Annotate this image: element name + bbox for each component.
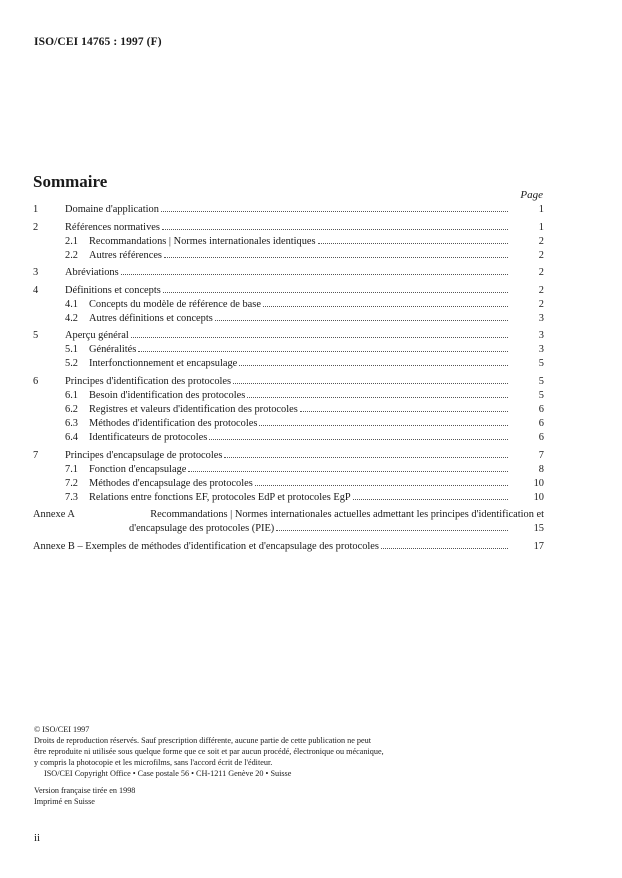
toc-entry-label: Définitions et concepts xyxy=(65,284,161,296)
toc-title: Sommaire xyxy=(33,172,108,191)
toc-subentry xyxy=(33,389,544,403)
toc-subentry xyxy=(33,343,544,357)
printed-in: Imprimé en Suisse xyxy=(34,797,95,806)
toc-entry-label: Registres et valeurs d'identification des protocoles xyxy=(89,403,298,415)
toc-entry-page: 10 xyxy=(533,491,544,503)
toc-annex-b xyxy=(33,540,544,554)
toc-entry-number: 6.4 xyxy=(65,431,78,443)
toc-entry-label: Concepts du modèle de référence de base xyxy=(89,298,261,310)
toc-entry-number: 2 xyxy=(33,221,39,233)
toc-subentry xyxy=(33,431,544,445)
toc-entry-number: 6.3 xyxy=(65,417,78,429)
toc-entry-number: 6 xyxy=(33,375,39,387)
page-column-heading: Page xyxy=(520,189,543,201)
toc-entry-number: 6.2 xyxy=(65,403,78,415)
copyright-office-address: ISO/CEI Copyright Office • Case postale 56 • CH-1211 Genève 20 • Suisse xyxy=(44,769,292,778)
annex-a-title-line1: Recommandations | Normes internationales actuelles admettant les principes d'identification et xyxy=(150,509,544,521)
toc-entry-label: Principes d'identification des protocoles xyxy=(65,375,232,387)
toc-entry-page: 3 xyxy=(538,312,544,324)
toc-entry-number: 7.3 xyxy=(65,491,78,503)
toc-entry-label: Recommandations | Normes internationales identiques xyxy=(89,235,316,247)
toc-entry-label: Relations entre fonctions EF, protocoles EdP et protocoles EgP xyxy=(89,491,351,503)
dot-leader xyxy=(224,457,508,458)
toc-entry-page: 17 xyxy=(533,540,544,552)
toc-entry-label: Identificateurs de protocoles xyxy=(89,431,208,443)
toc-annex-a xyxy=(33,508,544,536)
annex-a-title-line2: d'encapsulage des protocoles (PIE) xyxy=(129,523,275,535)
toc-subentry xyxy=(33,357,544,371)
toc-entry-page: 5 xyxy=(538,389,544,401)
toc-subentry xyxy=(33,249,544,263)
toc-subentry xyxy=(33,463,544,477)
version-note: Version française tirée en 1998 xyxy=(34,786,136,795)
toc-entry-label: Besoin d'identification des protocoles xyxy=(89,389,246,401)
dot-leader xyxy=(255,485,508,486)
page-number: ii xyxy=(34,832,41,844)
dot-leader xyxy=(263,306,508,307)
rights-statement: Droits de reproduction réservés. Sauf prescription différente, aucune partie de cette publication ne peut être reproduite ni utilisée sous quelque forme que ce soit et par aucun procédé, électronique ou mécanique, y compris la photocopie et les microfilms, sans l'accord écrit de l'éditeur. xyxy=(34,736,384,767)
toc-entry-number: 4.2 xyxy=(65,312,78,324)
toc-entry-label: Aperçu général xyxy=(65,330,129,342)
toc-entry-label: Fonction d'encapsulage xyxy=(89,463,187,475)
toc-entry-page: 2 xyxy=(538,284,544,296)
toc-entry-label: Abréviations xyxy=(65,267,119,279)
dot-leader xyxy=(138,351,508,352)
toc-entry-page: 15 xyxy=(533,523,544,535)
toc-entry-number: 5.2 xyxy=(65,358,78,370)
dot-leader xyxy=(353,499,508,500)
toc-entry-page: 3 xyxy=(538,330,544,342)
toc-entry xyxy=(33,449,544,463)
toc-subentry xyxy=(33,403,544,417)
toc-subentry xyxy=(33,417,544,431)
annex-a-prefix: Annexe A xyxy=(33,509,75,521)
toc-subentry xyxy=(33,477,544,491)
toc-entry-number: 5 xyxy=(33,330,39,342)
toc-entry-page: 2 xyxy=(538,298,544,310)
toc-entry-label: Interfonctionnement et encapsulage xyxy=(89,358,238,370)
toc-entry-page: 6 xyxy=(538,403,544,415)
dot-leader xyxy=(247,397,508,398)
toc-entry-page: 1 xyxy=(538,204,544,215)
dot-leader xyxy=(121,274,508,275)
toc-entry-page: 3 xyxy=(538,344,544,356)
toc-entry xyxy=(33,203,544,217)
dot-leader xyxy=(239,365,508,366)
toc-entry-label: Autres définitions et concepts xyxy=(89,312,213,324)
dot-leader xyxy=(163,292,508,293)
toc-entry-number: 6.1 xyxy=(65,389,78,401)
dot-leader xyxy=(233,383,508,384)
dot-leader xyxy=(318,243,508,244)
toc-entry-label: Méthodes d'identification des protocoles xyxy=(89,417,258,429)
toc-entry xyxy=(33,375,544,389)
dot-leader xyxy=(209,439,508,440)
copyright-notice: © ISO/CEI 1997 xyxy=(34,725,90,734)
dot-leader xyxy=(215,320,508,321)
toc-entry-page: 5 xyxy=(538,375,544,387)
toc-entry-page: 5 xyxy=(538,358,544,370)
toc-entry-number: 5.1 xyxy=(65,344,78,356)
toc-entry-number: 4 xyxy=(33,284,39,296)
toc-subentry xyxy=(33,298,544,312)
toc-subentry xyxy=(33,491,544,505)
toc-entry-page: 6 xyxy=(538,417,544,429)
toc-entry-label: Méthodes d'encapsulage des protocoles xyxy=(89,477,253,489)
toc-entry-number: 4.1 xyxy=(65,298,78,310)
toc-entry-number: 7.1 xyxy=(65,463,78,475)
toc-entry-page: 2 xyxy=(538,235,544,247)
toc-entry-page: 6 xyxy=(538,431,544,443)
toc-entry-number: 3 xyxy=(33,267,39,279)
toc-entry-page: 2 xyxy=(538,267,544,279)
toc-entry-number: 2.1 xyxy=(65,235,78,247)
dot-leader xyxy=(164,257,508,258)
dot-leader xyxy=(300,411,508,412)
dot-leader xyxy=(381,548,508,549)
toc-entry-label: Domaine d'application xyxy=(65,204,159,215)
toc-entry-number: 1 xyxy=(33,204,39,215)
toc-entry-page: 8 xyxy=(538,463,544,475)
dot-leader xyxy=(162,229,508,230)
toc-subentry xyxy=(33,235,544,249)
toc-entry-label: Références normatives xyxy=(65,221,160,233)
toc-subentry xyxy=(33,312,544,326)
toc-entry-label: Généralités xyxy=(89,344,137,356)
toc-entry-page: 2 xyxy=(538,249,544,261)
toc-entry-page: 1 xyxy=(538,221,544,233)
toc-entry xyxy=(33,284,544,298)
toc-entry-number: 7 xyxy=(33,449,39,461)
toc-entry-label: Autres références xyxy=(89,249,162,261)
toc-entry-label: Principes d'encapsulage de protocoles xyxy=(65,449,223,461)
toc-entry-number: 7.2 xyxy=(65,477,78,489)
dot-leader xyxy=(276,530,508,531)
document-identifier: ISO/CEI 14765 : 1997 (F) xyxy=(34,36,162,48)
toc-entry-number: 2.2 xyxy=(65,249,78,261)
dot-leader xyxy=(188,471,508,472)
toc-entry xyxy=(33,329,544,343)
toc-entry-page: 10 xyxy=(533,477,544,489)
dot-leader xyxy=(131,337,508,338)
annex-b-title: Annexe B – Exemples de méthodes d'identification et d'encapsulage des protocoles xyxy=(33,540,379,552)
table-of-contents xyxy=(33,203,544,554)
toc-entry xyxy=(33,221,544,235)
copyright-block xyxy=(34,724,384,807)
dot-leader xyxy=(161,211,508,212)
toc-entry xyxy=(33,266,544,280)
toc-entry-page: 7 xyxy=(538,449,544,461)
dot-leader xyxy=(259,425,508,426)
